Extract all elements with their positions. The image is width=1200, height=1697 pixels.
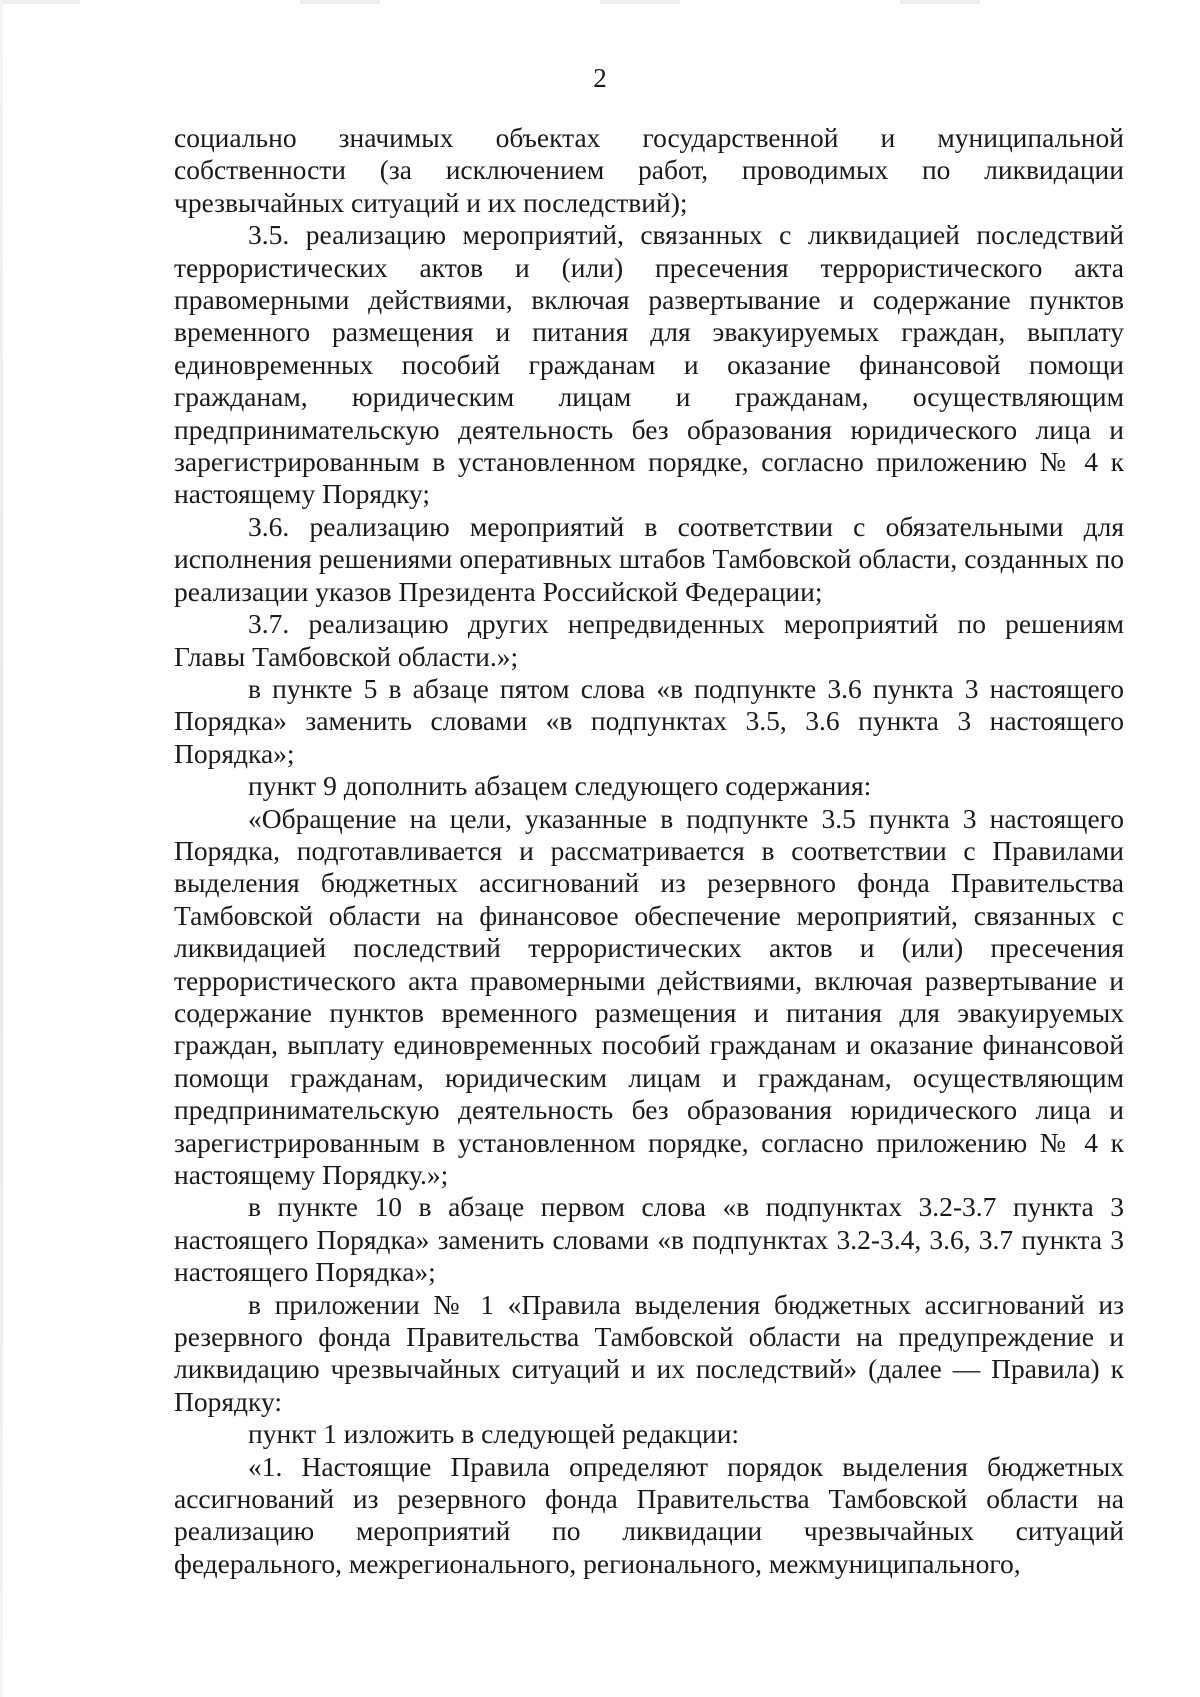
paragraph-amendment-point-1: пункт 1 изложить в следующей редакции: <box>248 1418 740 1450</box>
paragraph-continuation: социально значимых объектах государственной и муниципальной собственности (за исключением работ, проводимых по ликвидации чрезвычайных ситуаций и их последствий); <box>174 122 1124 218</box>
paragraph-amendment-point-10: в пункте 10 в абзаце первом слова «в подпунктах 3.2-3.7 пункта 3 настоящего Порядка» заменить словами «в подпунктах 3.2-3.4, 3.6, 3.7 пункта 3 настоящего Порядка»; <box>174 1191 1124 1288</box>
paragraph-appeal-text: «Обращение на цели, указанные в подпункте 3.5 пункта 3 настоящего Порядка, подготавливается и рассматривается в соответствии с Правилами выделения бюджетных ассигнований из резервного фонда Правительства Тамбовской области на финансовое обеспечение мероприятий, связанных с ликвидацией последствий террористических актов и (или) пресечения террористического акта правомерными действиями, включая развертывание и содержание пунктов временного размещения и питания для эвакуируемых граждан, выплату единовременных пособий гражданам и оказание финансовой помощи гражданам, юридическим лицам и гражданам, осуществляющим предпринимательскую деятельность без образования юридического лица и зарегистрированным в установленном порядке, согласно приложению № 4 к настоящему Порядку.»; <box>174 802 1124 1190</box>
document-body <box>174 122 1124 1580</box>
paragraph-item-3-7: 3.7. реализацию других непредвиденных мероприятий по решениям Главы Тамбовской области.»; <box>174 608 1124 672</box>
paragraph-item-3-6: 3.6. реализацию мероприятий в соответствии с обязательными для исполнения решениями оперативных штабов Тамбовской области, созданных по реализации указов Президента Российской Федерации; <box>174 510 1124 607</box>
paragraph-amendment-point-5: в пункте 5 в абзаце пятом слова «в подпункте 3.6 пункта 3 настоящего Порядка» заменить словами «в подпунктах 3.5, 3.6 пункта 3 настоящего Порядка»; <box>174 672 1124 769</box>
scan-artifact-left-edge <box>0 0 3 1697</box>
paragraph-item-3-5: 3.5. реализацию мероприятий, связанных с ликвидацией последствий террористических актов и (или) пресечения террористического акта правомерными действиями, включая развертывание и содержание пунктов временного размещения и питания для эвакуируемых граждан, выплату единовременных пособий гражданам и оказание финансовой помощи гражданам, юридическим лицам и гражданам, осуществляющим предпринимательскую деятельность без образования юридического лица и зарегистрированным в установленном порядке, согласно приложению № 4 к настоящему Порядку; <box>174 219 1124 510</box>
paragraph-amendment-point-9: пункт 9 дополнить абзацем следующего содержания: <box>248 770 872 802</box>
paragraph-rules-point-1: «1. Настоящие Правила определяют порядок выделения бюджетных ассигнований из резервного фонда Правительства Тамбовской области на реализацию мероприятий по ликвидации чрезвычайных ситуаций федерального, межрегионального, регионального, межмуниципального, <box>174 1450 1124 1579</box>
scan-artifact-top <box>0 0 1200 4</box>
paragraph-appendix-1: в приложении № 1 «Правила выделения бюджетных ассигнований из резервного фонда Правительства Тамбовской области на предупреждение и ликвидацию чрезвычайных ситуаций и их последствий» (далее — Правила) к Порядку: <box>174 1288 1124 1417</box>
page-number: 2 <box>593 63 607 93</box>
